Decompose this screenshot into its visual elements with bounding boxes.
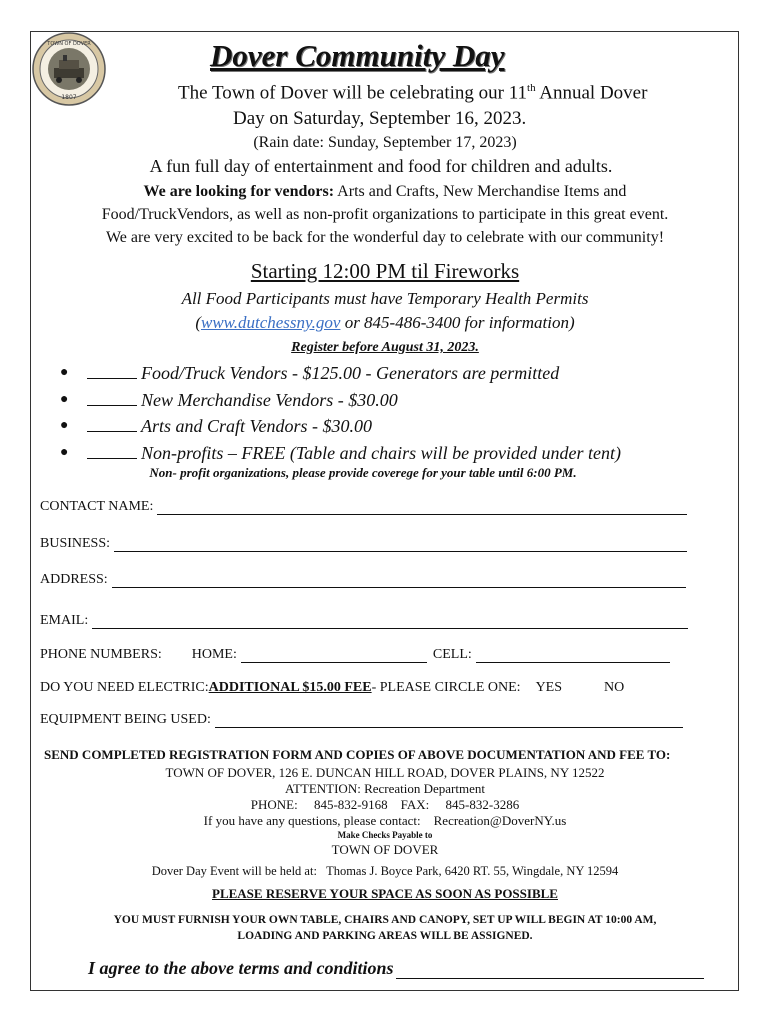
cell-phone-field[interactable] — [476, 650, 670, 663]
electric-no-option[interactable]: NO — [604, 680, 625, 695]
business-row: BUSINESS: — [40, 536, 687, 552]
furnish-notice-line-2: LOADING AND PARKING AREAS WILL BE ASSIGNED. — [237, 930, 533, 942]
phone-row: PHONE NUMBERS: HOME: CELL: — [40, 647, 670, 663]
page-title: Dover Community Day — [210, 38, 505, 73]
health-permit-note: All Food Participants must have Temporary Health Permits — [181, 289, 589, 308]
intro-line-2: Day on Saturday, September 16, 2023. — [233, 108, 527, 129]
rain-date: (Rain date: Sunday, September 17, 2023) — [253, 134, 517, 151]
dutchessny-link[interactable]: www.dutchessny.gov — [200, 313, 341, 332]
contact-name-row: CONTACT NAME: — [40, 499, 687, 515]
bullet-icon: ● — [60, 444, 69, 460]
checks-payable-note: Make Checks Payable to — [337, 830, 433, 840]
svg-text:1807: 1807 — [61, 94, 77, 101]
vendors-line-3: We are very excited to be back for the wonderful day to celebrate with our community! — [105, 229, 665, 246]
intro-line-1: The Town of Dover will be celebrating our 11th Annual Dover — [178, 82, 648, 104]
contact-name-field[interactable] — [157, 502, 687, 515]
signature-field[interactable] — [396, 964, 704, 979]
nonprofit-note: Non- profit organizations, please provide coverege for your table until 6:00 PM. — [149, 465, 577, 480]
agreement-row: I agree to the above terms and conditions — [88, 958, 704, 979]
address-field[interactable] — [112, 575, 686, 588]
mailing-address: TOWN OF DOVER, 126 E. DUNCAN HILL ROAD, DOVER PLAINS, NY 12522 — [165, 765, 605, 780]
payee-name: TOWN OF DOVER — [331, 842, 439, 857]
vendors-line-1: We are looking for vendors: Arts and Crafts, New Merchandise Items and — [143, 183, 627, 200]
address-row: ADDRESS: — [40, 572, 686, 588]
svg-text:TOWN OF DOVER: TOWN OF DOVER — [47, 41, 91, 47]
register-deadline: Register before August 31, 2023. — [291, 340, 479, 355]
fee-item-food-truck: ● Food/Truck Vendors - $125.00 - Generators are permitted — [60, 360, 621, 387]
fee-checkbox-line[interactable] — [87, 362, 137, 379]
bullet-icon: ● — [60, 391, 69, 407]
fee-checkbox-line[interactable] — [87, 415, 137, 432]
electric-row: DO YOU NEED ELECTRIC: ADDITIONAL $15.00 FEE - PLEASE CIRCLE ONE: YES NO — [40, 680, 625, 695]
fun-day-text: A fun full day of entertainment and food for children and adults. — [149, 156, 613, 176]
fee-checkbox-line[interactable] — [87, 389, 137, 406]
fee-list — [60, 360, 621, 466]
town-seal-logo — [32, 32, 106, 106]
phone-fax-line: PHONE: 845-832-9168 FAX: 845-832-3286 — [250, 797, 520, 812]
bullet-icon: ● — [60, 418, 69, 433]
business-field[interactable] — [114, 539, 687, 552]
start-time-heading: Starting 12:00 PM til Fireworks — [250, 259, 520, 283]
vendors-line-2: Food/TruckVendors, as well as non-profit organizations to participate in this great event. — [101, 206, 669, 223]
equipment-row: EQUIPMENT BEING USED: — [40, 712, 683, 728]
fee-item-arts-crafts: ● Arts and Craft Vendors - $30.00 — [60, 413, 621, 440]
email-row: EMAIL: — [40, 613, 688, 629]
email-field[interactable] — [92, 616, 688, 629]
health-permit-contact: (www.dutchessny.gov or 845-486-3400 for information) — [195, 313, 575, 332]
electric-yes-option[interactable]: YES — [535, 680, 563, 695]
equipment-field[interactable] — [215, 715, 683, 728]
furnish-notice-line-1: YOU MUST FURNISH YOUR OWN TABLE, CHAIRS AND CANOPY, SET UP WILL BEGIN AT 10:00 AM, — [113, 914, 657, 926]
fee-checkbox-line[interactable] — [87, 442, 137, 459]
home-phone-field[interactable] — [241, 650, 427, 663]
fee-item-nonprofit: ● Non-profits – FREE (Table and chairs will be provided under tent) — [60, 440, 621, 467]
attention-line: ATTENTION: Recreation Department — [285, 781, 485, 796]
fee-item-merchandise: ● New Merchandise Vendors - $30.00 — [60, 387, 621, 414]
event-location: Dover Day Event will be held at: Thomas J. Boyce Park, 6420 RT. 55, Wingdale, NY 12594 — [151, 864, 619, 878]
reserve-notice: PLEASE RESERVE YOUR SPACE AS SOON AS POSSIBLE — [212, 886, 558, 901]
questions-line: If you have any questions, please contact: Recreation@DoverNY.us — [203, 813, 567, 828]
send-heading: SEND COMPLETED REGISTRATION FORM AND COPIES OF ABOVE DOCUMENTATION AND FEE TO: — [44, 747, 671, 762]
bullet-icon: ● — [60, 365, 69, 380]
